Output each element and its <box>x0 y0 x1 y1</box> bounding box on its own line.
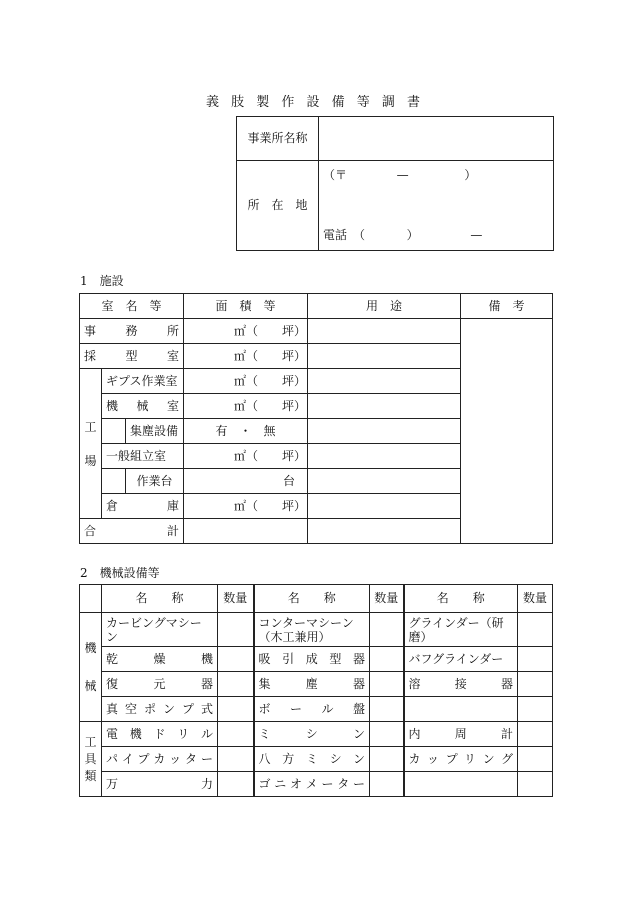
qty-cell[interactable] <box>370 747 404 772</box>
area-unit: ㎡（ <box>234 398 259 413</box>
office-info-table <box>236 116 554 251</box>
qty-cell[interactable] <box>518 772 553 797</box>
col-name-1: 名 称 <box>102 585 218 613</box>
postal-dash: — <box>396 168 409 182</box>
phone-paren-close: ） <box>406 228 419 242</box>
tools-label-3: 類 <box>84 768 97 783</box>
machine-name: 乾 燥 機 <box>102 647 218 672</box>
area-cell[interactable] <box>184 394 308 419</box>
tool-name: 電機ドリル <box>102 722 218 747</box>
area-tsubo: 坪） <box>282 323 307 338</box>
room-machine: 機 械 室 <box>102 394 184 419</box>
use-cell[interactable] <box>308 369 461 394</box>
room-storage: 倉 庫 <box>102 494 184 519</box>
tools-label-2: 具 <box>84 751 97 766</box>
tool-name: ゴニオメーター <box>254 772 370 797</box>
area-cell[interactable] <box>184 344 308 369</box>
qty-cell[interactable] <box>218 697 254 722</box>
phone-dash: — <box>470 228 483 242</box>
workbench: 作業台 <box>126 469 184 494</box>
area-tsubo: 坪） <box>282 498 307 513</box>
area-tsubo: 坪） <box>282 348 307 363</box>
qty-cell[interactable] <box>370 772 404 797</box>
machine-name: バフグラインダー <box>404 647 518 672</box>
area-cell[interactable] <box>184 444 308 469</box>
section2-heading: 2 機械設備等 <box>80 566 160 580</box>
area-cell[interactable] <box>184 369 308 394</box>
factory-label-2: 場 <box>84 453 97 468</box>
location-field[interactable] <box>319 161 554 251</box>
col-name-3: 名 称 <box>404 585 518 613</box>
location-label: 所 在 地 <box>237 161 319 251</box>
area-cell[interactable] <box>184 319 308 344</box>
remarks-cell[interactable] <box>461 319 553 544</box>
machines-label-1: 機 <box>84 641 97 655</box>
qty-cell[interactable] <box>218 672 254 697</box>
use-cell[interactable] <box>308 319 461 344</box>
room-office: 事 務 所 <box>80 319 184 344</box>
dust-equipment: 集塵設備 <box>126 419 184 444</box>
qty-cell[interactable] <box>218 647 254 672</box>
area-unit: ㎡（ <box>234 448 259 463</box>
dust-yes-no[interactable]: 有 ・ 無 <box>184 419 308 444</box>
tool-name: 万 力 <box>102 772 218 797</box>
total-label: 合 計 <box>80 519 184 544</box>
room-molding: 採 型 室 <box>80 344 184 369</box>
machine-name-empty[interactable] <box>404 697 518 722</box>
use-cell[interactable] <box>308 344 461 369</box>
qty-cell[interactable] <box>370 613 404 647</box>
machine-name: 真空ポンプ式 <box>102 697 218 722</box>
use-cell[interactable] <box>308 444 461 469</box>
factory-label <box>80 369 102 519</box>
tools-label-1: 工 <box>84 734 97 749</box>
tool-name: 内 周 計 <box>404 722 518 747</box>
machine-name: グラインダー（研 磨） <box>404 613 518 647</box>
postal-line <box>323 169 476 182</box>
qty-cell[interactable] <box>518 747 553 772</box>
phone-line <box>323 229 482 242</box>
workbench-unit: 台 <box>283 473 296 488</box>
tool-name: カップリング <box>404 747 518 772</box>
office-name-field[interactable] <box>319 117 554 161</box>
indent-cell <box>102 469 126 494</box>
col-qty-2: 数量 <box>370 585 404 613</box>
area-unit: ㎡（ <box>234 323 259 338</box>
machines-label-2: 械 <box>84 679 97 693</box>
use-cell[interactable] <box>308 394 461 419</box>
qty-cell[interactable] <box>218 772 254 797</box>
machine-name: 復 元 器 <box>102 672 218 697</box>
tool-name: 八方ミシン <box>254 747 370 772</box>
document-title: 義 肢 製 作 設 備 等 調 書 <box>205 95 425 110</box>
qty-cell[interactable] <box>370 672 404 697</box>
qty-cell[interactable] <box>518 722 553 747</box>
section1-heading: 1 施設 <box>80 274 124 288</box>
room-gips: ギプス作業室 <box>102 369 184 394</box>
machine-name: コンターマシーン（木工兼用） <box>254 613 370 647</box>
corner-cell <box>80 585 102 613</box>
use-cell[interactable] <box>308 419 461 444</box>
area-unit: ㎡（ <box>234 498 259 513</box>
col-qty-1: 数量 <box>218 585 254 613</box>
qty-cell[interactable] <box>370 722 404 747</box>
use-cell[interactable] <box>308 494 461 519</box>
qty-cell[interactable] <box>218 722 254 747</box>
qty-cell[interactable] <box>218 613 254 647</box>
qty-cell[interactable] <box>370 647 404 672</box>
phone-label: 電話 （ <box>323 228 366 242</box>
tool-name: ミ シ ン <box>254 722 370 747</box>
area-tsubo: 坪） <box>282 448 307 463</box>
area-tsubo: 坪） <box>282 398 307 413</box>
col-area: 面 積 等 <box>184 294 308 319</box>
tool-name: パイプカッター <box>102 747 218 772</box>
col-remarks: 備 考 <box>461 294 553 319</box>
postal-prefix: （〒 <box>323 168 348 182</box>
qty-cell[interactable] <box>518 697 553 722</box>
facilities-table <box>79 293 553 544</box>
qty-cell[interactable] <box>518 647 553 672</box>
factory-label-1: 工 <box>84 419 97 434</box>
area-unit: ㎡（ <box>234 348 259 363</box>
machine-name: ボ ー ル 盤 <box>254 697 370 722</box>
col-room-name: 室 名 等 <box>80 294 184 319</box>
total-area-cell[interactable] <box>184 519 308 544</box>
area-cell[interactable] <box>184 494 308 519</box>
tools-label <box>80 722 102 797</box>
qty-cell[interactable] <box>518 672 553 697</box>
machine-name: 吸引成型器 <box>254 647 370 672</box>
equipment-table <box>79 584 553 797</box>
col-name-2: 名 称 <box>254 585 370 613</box>
machine-name: カービングマシーン <box>102 613 218 647</box>
office-name-label: 事業所名称 <box>237 117 319 161</box>
workbench-count[interactable] <box>184 469 308 494</box>
postal-suffix: ） <box>464 168 477 182</box>
area-unit: ㎡（ <box>234 373 259 388</box>
qty-cell[interactable] <box>518 613 553 647</box>
tool-name-empty[interactable] <box>404 772 518 797</box>
machines-label <box>80 613 102 722</box>
machine-name: 集 塵 器 <box>254 672 370 697</box>
col-qty-3: 数量 <box>518 585 553 613</box>
col-use: 用 途 <box>308 294 461 319</box>
indent-cell <box>102 419 126 444</box>
area-tsubo: 坪） <box>282 373 307 388</box>
machine-name: 溶 接 器 <box>404 672 518 697</box>
qty-cell[interactable] <box>218 747 254 772</box>
qty-cell[interactable] <box>370 697 404 722</box>
room-assembly: 一般組立室 <box>102 444 184 469</box>
total-use-cell[interactable] <box>308 519 461 544</box>
use-cell[interactable] <box>308 469 461 494</box>
